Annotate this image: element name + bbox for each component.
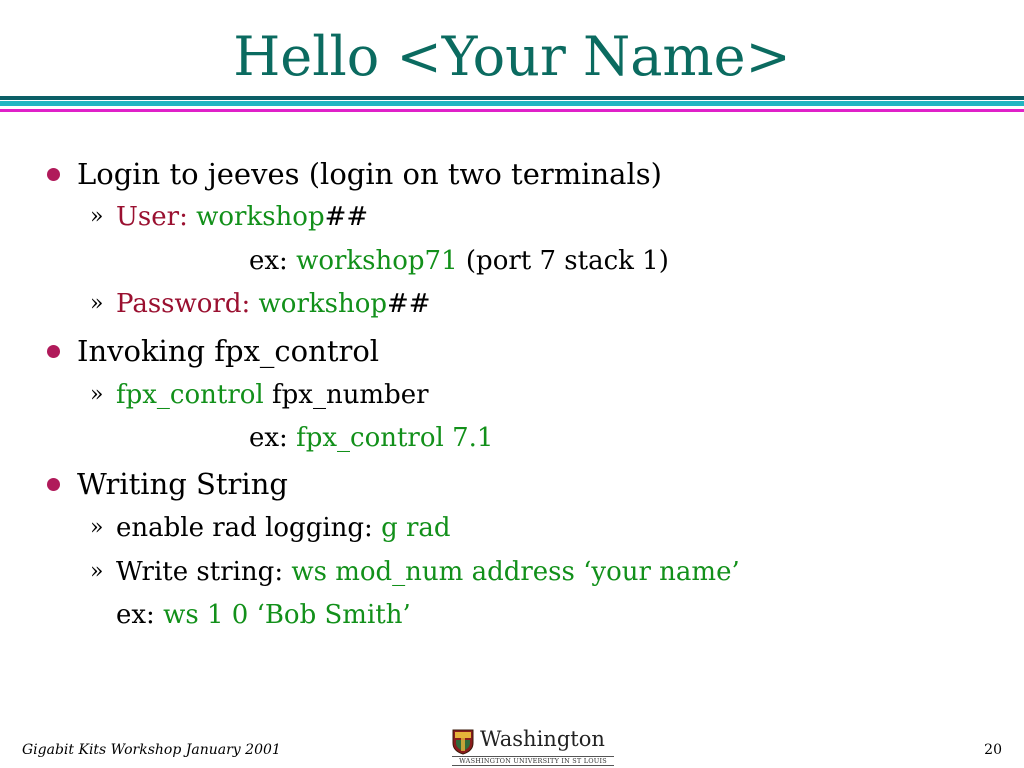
sub-item-write-string	[116, 554, 740, 590]
example-prefix: ex:	[249, 246, 297, 276]
university-seal-icon	[452, 729, 474, 755]
sub-bullet-marker: »	[90, 291, 104, 316]
password-label: Password:	[116, 289, 259, 319]
bullet-writing-string: Writing String	[77, 467, 288, 501]
footer-text: Gigabit Kits Workshop January 2001	[22, 742, 281, 758]
title-rule-magenta	[0, 109, 1024, 112]
example-fpx	[249, 420, 493, 456]
washington-university-logo	[452, 728, 614, 764]
example-user	[249, 243, 669, 279]
example-write-string	[116, 597, 411, 633]
sub-item-fpx-command	[116, 377, 429, 413]
page-number: 20	[984, 742, 1002, 758]
title-rule-dark	[0, 96, 1024, 100]
user-value: workshop	[196, 202, 325, 232]
write-string-label: Write string:	[116, 557, 292, 587]
fpx-argument: fpx_number	[263, 380, 429, 410]
sub-bullet-marker: »	[90, 559, 104, 584]
logo-wordmark: Washington	[480, 727, 605, 751]
example-value: workshop71	[296, 246, 458, 276]
bullet-login: Login to jeeves (login on two terminals)	[77, 157, 662, 191]
rad-logging-value: g rad	[381, 513, 451, 543]
rad-logging-label: enable rad logging:	[116, 513, 382, 543]
logo-subtitle: WASHINGTON UNIVERSITY IN ST LOUIS	[452, 756, 614, 766]
example-prefix: ex:	[249, 423, 297, 453]
fpx-command: fpx_control	[116, 380, 264, 410]
user-suffix: ##	[324, 202, 369, 232]
slide-title: Hello <Your Name>	[233, 25, 791, 88]
example-suffix: (port 7 stack 1)	[457, 246, 669, 276]
example-value: ws 1 0 ‘Bob Smith’	[163, 600, 411, 630]
title-rule-cyan	[0, 101, 1024, 106]
bullet-dot	[47, 478, 60, 491]
example-prefix: ex:	[116, 600, 164, 630]
bullet-dot	[47, 345, 60, 358]
sub-item-password	[116, 286, 431, 322]
password-suffix: ##	[387, 289, 431, 319]
password-value: workshop	[258, 289, 388, 319]
sub-item-user	[116, 199, 368, 235]
bullet-invoking: Invoking fpx_control	[77, 334, 380, 368]
example-value: fpx_control 7.1	[296, 423, 494, 453]
sub-bullet-marker: »	[90, 382, 104, 407]
sub-bullet-marker: »	[90, 204, 104, 229]
bullet-dot	[47, 168, 60, 181]
write-string-value: ws mod_num address ‘your name’	[291, 557, 740, 587]
user-label: User:	[116, 202, 197, 232]
sub-item-rad-logging	[116, 510, 451, 546]
sub-bullet-marker: »	[90, 515, 104, 540]
